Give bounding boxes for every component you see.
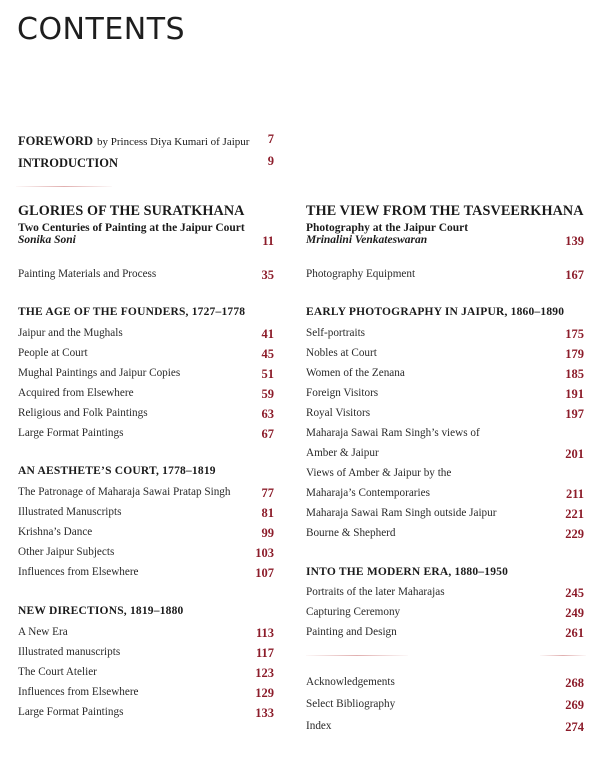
toc-entry-page: 41 (261, 327, 274, 341)
toc-entry-label: Maharaja Sawai Ram Singh’s views of (306, 427, 480, 439)
part-title: GLORIES OF THE SURATKHANA (18, 203, 245, 219)
toc-entry-label: Mughal Paintings and Jaipur Copies (18, 367, 181, 379)
toc-entry-label: Select Bibliography (306, 698, 396, 710)
toc-entry[interactable] (18, 706, 274, 722)
toc-entry-page: 113 (255, 626, 274, 640)
toc-entry[interactable] (306, 387, 584, 403)
toc-entry[interactable] (306, 586, 584, 602)
toc-entry[interactable] (18, 566, 274, 582)
toc-entry-label: Religious and Folk Paintings (18, 407, 148, 419)
toc-entry-index[interactable] (306, 720, 584, 736)
toc-entry-label: Royal Visitors (306, 407, 371, 419)
toc-entry-label: Painting Materials and Process (18, 268, 157, 280)
toc-entry[interactable] (18, 526, 274, 542)
toc-entry-label: Other Jaipur Subjects (18, 546, 115, 558)
toc-entry-label: Women of the Zenana (306, 367, 405, 379)
toc-entry-part-author[interactable] (18, 234, 274, 250)
section-heading: AN AESTHETE’S COURT, 1778–1819 (18, 465, 216, 477)
toc-entry[interactable] (18, 626, 274, 642)
left-column (18, 202, 274, 742)
toc-entry-label: Influences from Elsewhere (18, 566, 139, 578)
page-title: CONTENTS (17, 12, 186, 47)
section-heading: INTO THE MODERN ERA, 1880–1950 (306, 566, 509, 578)
foreword-byline: by Princess Diya Kumari of Jaipur (97, 136, 250, 148)
toc-entry-label: Large Format Paintings (18, 706, 124, 718)
toc-entry-label: Foreign Visitors (306, 387, 379, 399)
toc-entry-page: 175 (565, 327, 584, 341)
divider-rule (16, 186, 112, 187)
toc-entry-page: 245 (565, 586, 584, 600)
toc-entry-label: Maharaja’s Contemporaries (306, 487, 430, 499)
toc-entry[interactable] (306, 268, 584, 284)
toc-entry-part-author[interactable] (306, 234, 584, 250)
toc-entry-label: People at Court (18, 347, 88, 359)
toc-entry-page: 59 (261, 387, 274, 401)
toc-entry[interactable] (306, 606, 584, 622)
toc-entry[interactable] (306, 367, 584, 383)
introduction-page: 9 (267, 154, 274, 168)
toc-entry[interactable] (306, 626, 584, 642)
toc-entry-page: 185 (565, 367, 584, 381)
toc-entry-label: Krishna’s Dance (18, 526, 93, 538)
toc-entry-label: Views of Amber & Jaipur by the (306, 467, 452, 479)
toc-entry-page: 179 (565, 347, 584, 361)
part-page: 139 (565, 234, 584, 248)
toc-entry-foreword[interactable] (18, 132, 274, 150)
part-subtitle: Photography at the Jaipur Court (306, 222, 469, 234)
toc-entry[interactable] (18, 387, 274, 403)
toc-entry-page: 229 (565, 527, 584, 541)
toc-entry-introduction[interactable] (18, 154, 274, 172)
toc-entry-label: Illustrated Manuscripts (18, 506, 122, 518)
part-title: THE VIEW FROM THE TASVEERKHANA (306, 203, 584, 219)
toc-entry-page: 268 (565, 676, 584, 690)
toc-entry-label: Influences from Elsewhere (18, 686, 139, 698)
toc-entry-label: Amber & Jaipur (306, 447, 379, 459)
toc-entry[interactable] (18, 347, 274, 363)
section-heading: THE AGE OF THE FOUNDERS, 1727–1778 (18, 306, 246, 318)
toc-entry-page: 67 (261, 427, 274, 441)
toc-entry[interactable] (18, 666, 274, 682)
toc-entry[interactable] (306, 407, 584, 423)
toc-entry-page: 269 (565, 698, 584, 712)
toc-entry[interactable] (18, 327, 274, 343)
toc-entry[interactable] (306, 507, 584, 523)
toc-entry-page: 123 (255, 666, 274, 680)
part-subtitle: Two Centuries of Painting at the Jaipur Court (18, 222, 245, 234)
toc-entry-label: Portraits of the later Maharajas (306, 586, 445, 598)
toc-entry-label: Bourne & Shepherd (306, 527, 396, 539)
toc-entry-page: 221 (565, 507, 584, 521)
toc-entry-label: The Patronage of Maharaja Sawai Pratap Singh (18, 486, 231, 498)
toc-entry-label: Index (306, 720, 332, 732)
toc-entry-page: 77 (261, 486, 274, 500)
toc-entry[interactable] (18, 427, 274, 443)
toc-entry-page: 201 (565, 447, 584, 461)
foreword-label: FOREWORD (18, 134, 93, 148)
toc-entry-page: 81 (261, 506, 274, 520)
toc-entry[interactable] (306, 347, 584, 363)
toc-entry-label: Painting and Design (306, 626, 397, 638)
toc-entry-label: Acquired from Elsewhere (18, 387, 134, 399)
toc-entry-page: 45 (261, 347, 274, 361)
toc-entry-label: The Court Atelier (18, 666, 97, 678)
toc-entry-label: Maharaja Sawai Ram Singh outside Jaipur (306, 507, 497, 519)
section-heading: NEW DIRECTIONS, 1819–1880 (18, 605, 184, 617)
toc-entry-label: Large Format Paintings (18, 427, 124, 439)
toc-entry[interactable] (18, 407, 274, 423)
right-column (306, 202, 584, 742)
toc-entry-page: 103 (255, 546, 274, 560)
toc-entry-label: Photography Equipment (306, 268, 416, 280)
section-heading: EARLY PHOTOGRAPHY IN JAIPUR, 1860–1890 (306, 306, 565, 318)
toc-entry-page: 261 (565, 626, 584, 640)
toc-entry-page: 191 (565, 387, 584, 401)
toc-entry-bibliography[interactable] (306, 698, 584, 714)
toc-entry-page: 99 (261, 526, 274, 540)
toc-entry-label: Jaipur and the Mughals (18, 327, 123, 339)
toc-entry[interactable] (18, 506, 274, 522)
toc-entry[interactable] (306, 327, 584, 343)
toc-entry-page: 117 (255, 646, 274, 660)
foreword-page: 7 (267, 132, 274, 146)
toc-entry-page: 211 (565, 487, 584, 501)
toc-entry-page: 51 (261, 367, 274, 381)
toc-entry-page: 107 (255, 566, 274, 580)
toc-entry-label: Nobles at Court (306, 347, 377, 359)
toc-entry[interactable] (18, 546, 274, 562)
toc-entry[interactable] (306, 527, 584, 543)
part-author: Mrinalini Venkateswaran (306, 234, 428, 246)
toc-entry-page: 133 (255, 706, 274, 720)
toc-entry-label: Self-portraits (306, 327, 366, 339)
toc-entry-page: 63 (261, 407, 274, 421)
toc-entry[interactable] (18, 686, 274, 702)
toc-entry-label: Acknowledgements (306, 676, 395, 688)
part-page: 11 (262, 234, 274, 248)
toc-entry[interactable] (18, 268, 274, 284)
toc-entry[interactable] (18, 486, 274, 502)
toc-entry[interactable] (306, 427, 584, 443)
toc-entry-acknowledgements[interactable] (306, 676, 584, 692)
introduction-label: INTRODUCTION (18, 156, 119, 170)
toc-entry-label: Illustrated manuscripts (18, 646, 121, 658)
toc-entry-page: 167 (565, 268, 584, 282)
toc-entry-page: 35 (261, 268, 274, 282)
toc-entry-label: A New Era (18, 626, 68, 638)
toc-entry[interactable] (18, 367, 274, 383)
toc-entry-page: 249 (565, 606, 584, 620)
toc-entry[interactable] (18, 646, 274, 662)
toc-entry-page: 274 (565, 720, 584, 734)
part-author: Sonika Soni (18, 234, 76, 246)
toc-entry-page: 197 (565, 407, 584, 421)
toc-entry-page: 129 (255, 686, 274, 700)
toc-entry[interactable] (306, 487, 584, 503)
toc-entry[interactable] (306, 467, 584, 483)
toc-entry[interactable] (306, 447, 584, 463)
toc-entry-label: Capturing Ceremony (306, 606, 401, 618)
